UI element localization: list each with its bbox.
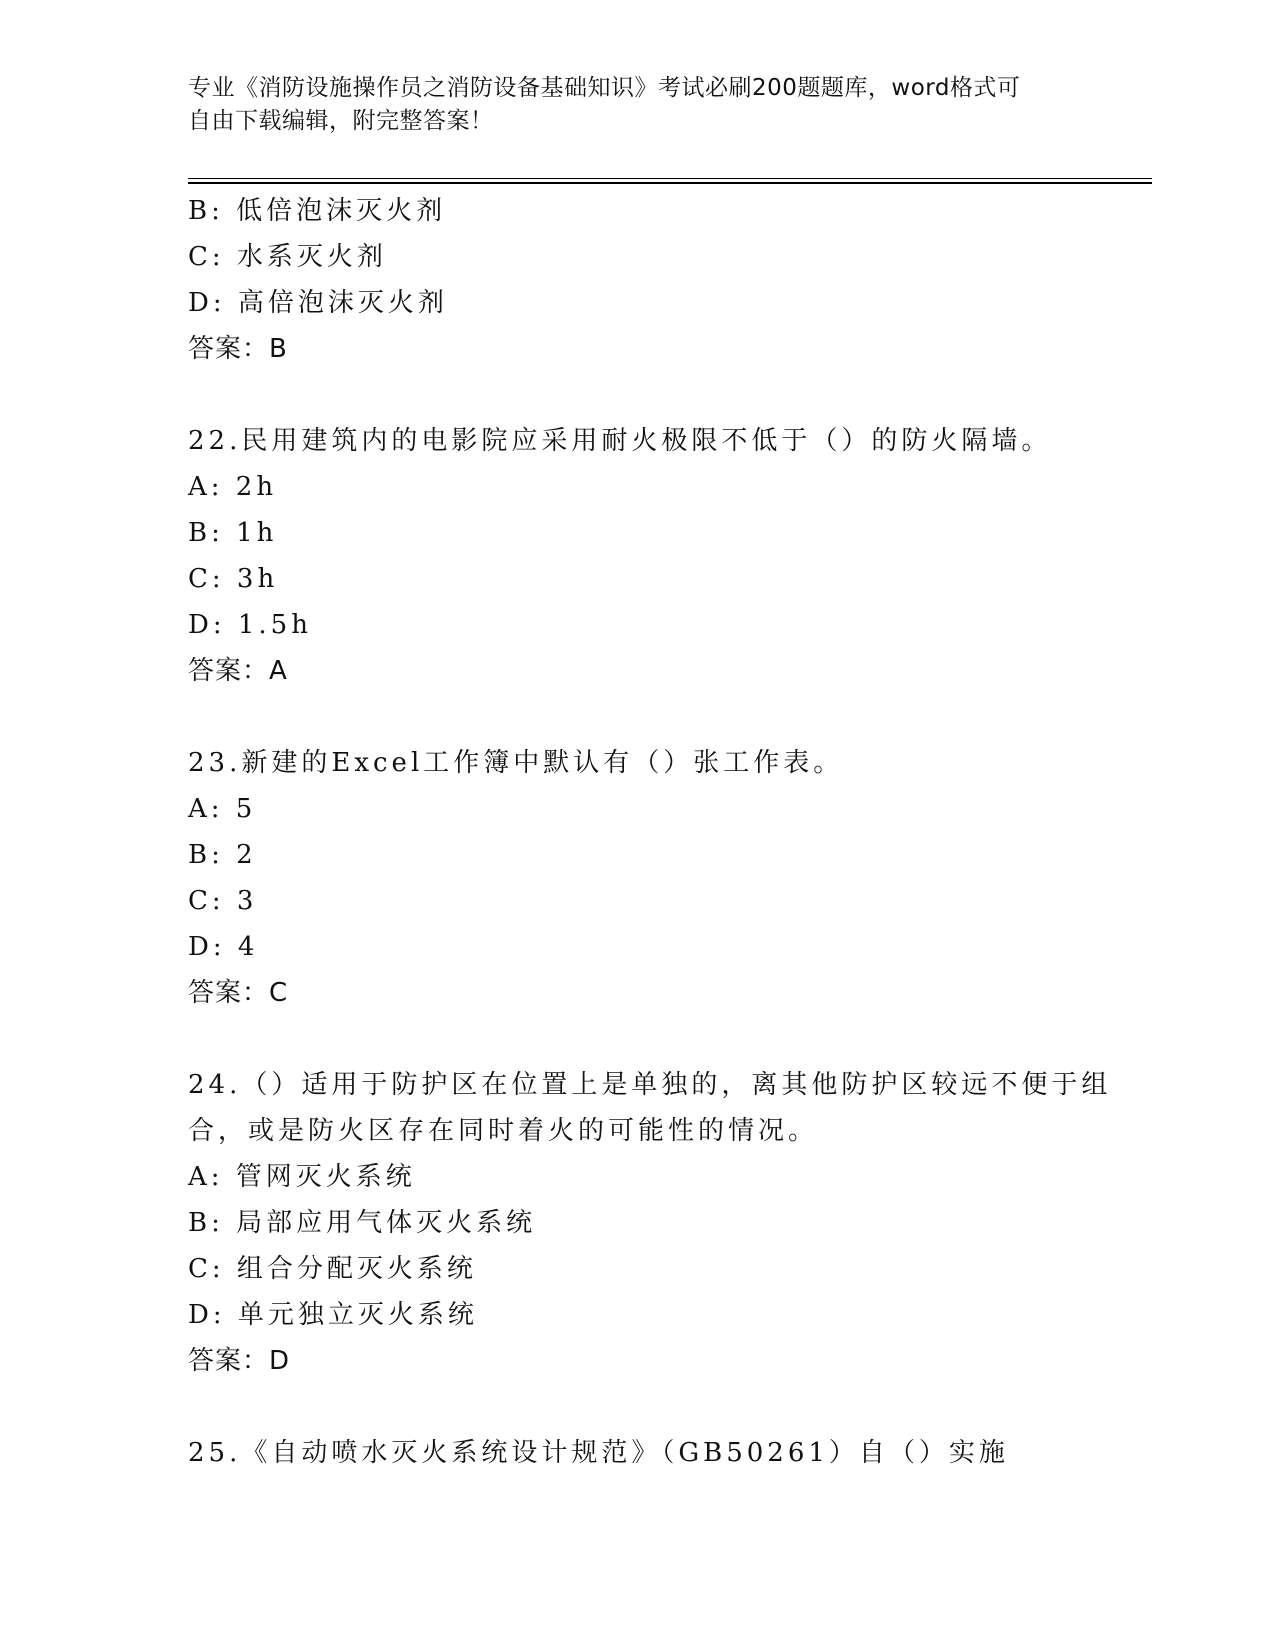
option-c: C: 组合分配灭火系统	[188, 1254, 477, 1284]
question-stem-line-2: 合，或是防火区存在同时着火的可能性的情况。	[188, 1116, 819, 1146]
option-a: A: 5	[188, 794, 257, 824]
option-d: D: 1.5h	[188, 610, 312, 640]
question-21-continued	[188, 188, 1088, 372]
header-line-1: 专业《消防设施操作员之消防设备基础知识》考试必刷200题题库，word格式可	[188, 75, 1021, 101]
option-c: C: 3	[188, 886, 258, 916]
header-divider-thin	[188, 178, 1152, 179]
question-stem: 25.《自动喷水灭火系统设计规范》（GB50261）自（）实施	[188, 1438, 1009, 1468]
option-b: B: 局部应用气体灭火系统	[188, 1208, 537, 1238]
option-a: A: 2h	[188, 472, 278, 502]
question-stem-line-1: 24.（）适用于防护区在位置上是单独的，离其他防护区较远不便于组	[188, 1070, 1112, 1100]
question-list	[188, 188, 1112, 1476]
question-24	[188, 1062, 1112, 1384]
option-d: D: 高倍泡沫灭火剂	[188, 288, 448, 318]
question-25	[188, 1430, 1088, 1476]
option-b: B: 1h	[188, 518, 278, 548]
header-divider-thick	[188, 182, 1152, 184]
question-22	[188, 418, 1088, 694]
option-c: C: 水系灭火剂	[188, 242, 387, 272]
option-c: C: 3h	[188, 564, 279, 594]
option-d: D: 4	[188, 932, 259, 962]
question-23	[188, 740, 1088, 1016]
answer: 答案：D	[188, 1346, 291, 1376]
header-line-2: 自由下载编辑，附完整答案！	[188, 108, 494, 134]
answer: 答案：B	[188, 334, 288, 364]
option-b: B: 2	[188, 840, 257, 870]
answer: 答案：A	[188, 656, 288, 686]
option-d: D: 单元独立灭火系统	[188, 1300, 478, 1330]
question-stem: 22.民用建筑内的电影院应采用耐火极限不低于（）的防火隔墙。	[188, 426, 1052, 456]
option-b: B: 低倍泡沫灭火剂	[188, 196, 447, 226]
answer: 答案：C	[188, 978, 289, 1008]
option-a: A: 管网灭火系统	[188, 1162, 416, 1192]
question-stem: 23.新建的Excel工作簿中默认有（）张工作表。	[188, 748, 844, 778]
document-header	[188, 72, 1068, 138]
